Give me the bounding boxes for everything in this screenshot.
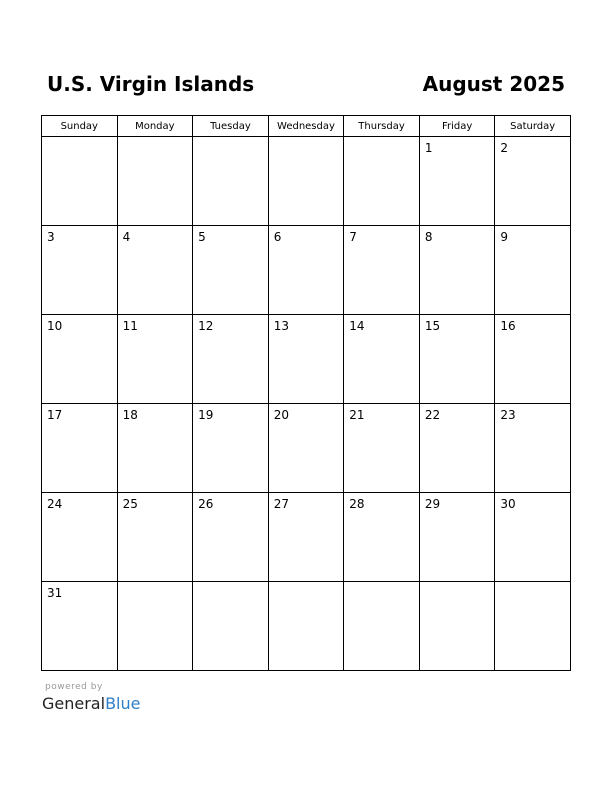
day-cell — [344, 404, 420, 493]
day-cell — [419, 137, 495, 226]
day-cell — [419, 404, 495, 493]
day-number: 12 — [198, 319, 214, 333]
day-number: 13 — [273, 319, 289, 333]
day-cell — [268, 493, 344, 582]
weekday-thursday: Thursday — [344, 116, 420, 137]
day-number — [344, 137, 419, 141]
day-number: 6 — [273, 230, 282, 244]
day-cell — [117, 226, 193, 315]
day-cell — [42, 226, 118, 315]
day-number: 19 — [198, 408, 214, 422]
day-number: 1 — [424, 141, 433, 155]
day-cell — [495, 404, 571, 493]
weekday-monday: Monday — [117, 116, 193, 137]
powered-by-text: powered by — [45, 682, 103, 692]
day-cell — [344, 226, 420, 315]
day-cell — [419, 493, 495, 582]
brand-general: General — [42, 694, 106, 713]
day-number: 31 — [47, 586, 63, 600]
weekday-friday: Friday — [419, 116, 495, 137]
day-cell — [344, 137, 420, 226]
day-number: 10 — [47, 319, 63, 333]
day-number: 9 — [500, 230, 509, 244]
day-cell — [495, 493, 571, 582]
day-number: 23 — [500, 408, 516, 422]
month-year-title: August 2025 — [422, 72, 565, 96]
day-cell — [344, 582, 420, 671]
weekday-sunday: Sunday — [42, 116, 118, 137]
day-cell — [419, 315, 495, 404]
day-cell — [268, 315, 344, 404]
day-cell — [117, 493, 193, 582]
day-number: 29 — [424, 497, 441, 511]
day-number: 2 — [500, 141, 509, 155]
weekday-header-row — [42, 116, 571, 137]
day-cell — [117, 315, 193, 404]
day-cell — [42, 404, 118, 493]
day-cell — [419, 226, 495, 315]
day-cell — [193, 582, 269, 671]
day-number: 26 — [198, 497, 214, 511]
day-number — [193, 137, 268, 141]
day-number: 8 — [424, 230, 433, 244]
day-number — [344, 582, 419, 586]
day-number: 28 — [349, 497, 365, 511]
day-cell — [42, 493, 118, 582]
week-row — [42, 404, 571, 493]
day-number: 14 — [349, 319, 365, 333]
day-cell — [193, 404, 269, 493]
day-cell — [495, 582, 571, 671]
weekday-tuesday: Tuesday — [193, 116, 269, 137]
generalblue-logo[interactable] — [42, 694, 140, 714]
day-cell — [117, 404, 193, 493]
day-number: 7 — [349, 230, 357, 244]
day-number: 5 — [198, 230, 206, 244]
brand-blue: Blue — [105, 694, 141, 713]
day-cell — [42, 137, 118, 226]
day-cell — [193, 493, 269, 582]
week-row — [42, 493, 571, 582]
day-cell — [117, 582, 193, 671]
day-cell — [495, 137, 571, 226]
day-number — [193, 582, 268, 586]
day-number: 21 — [349, 408, 365, 422]
week-row — [42, 137, 571, 226]
weekday-wednesday: Wednesday — [268, 116, 344, 137]
day-cell — [495, 315, 571, 404]
day-cell — [117, 137, 193, 226]
day-number: 24 — [47, 497, 63, 511]
weekday-saturday: Saturday — [495, 116, 571, 137]
region-title: U.S. Virgin Islands — [47, 72, 255, 96]
day-number: 30 — [500, 497, 516, 511]
day-number: 3 — [47, 230, 55, 244]
calendar-grid — [41, 115, 571, 671]
day-number: 20 — [273, 408, 289, 422]
day-cell — [344, 493, 420, 582]
day-cell — [495, 226, 571, 315]
day-number: 16 — [500, 319, 516, 333]
day-number: 22 — [424, 408, 441, 422]
day-number: 17 — [47, 408, 63, 422]
day-cell — [42, 582, 118, 671]
day-number: 4 — [122, 230, 131, 244]
day-number: 27 — [273, 497, 289, 511]
day-number: 25 — [122, 497, 138, 511]
day-cell — [268, 226, 344, 315]
day-cell — [193, 137, 269, 226]
day-number: 11 — [122, 319, 138, 333]
day-cell — [193, 315, 269, 404]
day-number — [420, 582, 495, 586]
week-row — [42, 315, 571, 404]
day-cell — [268, 137, 344, 226]
day-number — [269, 582, 344, 586]
day-cell — [268, 404, 344, 493]
day-number — [495, 582, 570, 586]
day-cell — [193, 226, 269, 315]
day-cell — [42, 315, 118, 404]
week-row — [42, 582, 571, 671]
day-cell — [419, 582, 495, 671]
day-number — [42, 137, 117, 141]
day-number: 18 — [122, 408, 138, 422]
day-number — [118, 582, 193, 586]
week-row — [42, 226, 571, 315]
day-cell — [268, 582, 344, 671]
day-number — [118, 137, 193, 141]
day-cell — [344, 315, 420, 404]
day-number — [269, 137, 344, 141]
day-number: 15 — [424, 319, 441, 333]
